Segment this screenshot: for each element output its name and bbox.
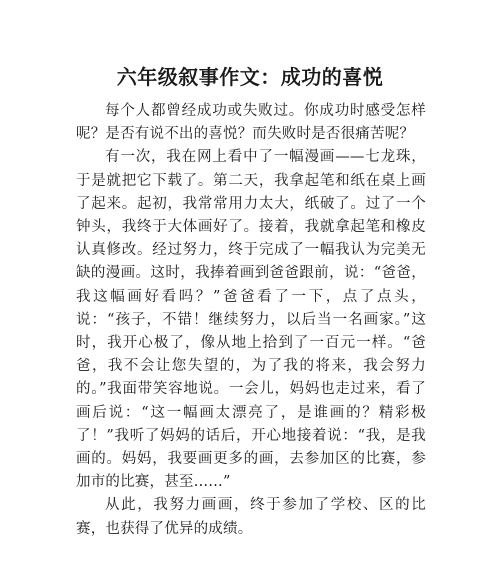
- essay-title: 六年级叙事作文：成功的喜悦: [116, 65, 384, 89]
- paragraph-story: 有一次，我在网上看中了一幅漫画——七龙珠，于是就把它下载了。第二天，我拿起笔和纸在桌上画了起来。起初，我常常用力太大，纸破了。过了一个钟头，我终于大体画好了。接着，我就拿起笔和橡皮认真修改。经过努力，终于完成了一幅我认为完美无缺的漫画。这时，我捧着画到爸爸跟前，说：“爸爸，我这幅画好看吗？”爸爸看了一下，点了点头，说：“孩子，不错！继续努力，以后当一名画家。”这时，我开心极了，像从地上拾到了一百元一样。“爸爸，我不会让您失望的，为了我的将来，我会努力的。”我面带笑容地说。一会儿，妈妈也走过来，看了画后说：“这一幅画太漂亮了，是谁画的？精彩极了！”我听了妈妈的话后，开心地接着说：“我，是我画的。妈妈，我要画更多的画，去参加区的比赛，参加市的比赛，甚至……”: [76, 149, 426, 491]
- paragraph-conclusion: 从此，我努力画画，终于参加了学校、区的比赛，也获得了优异的成绩。: [76, 497, 426, 537]
- paragraph-intro: 每个人都曾经成功或失败过。你成功时感受怎样呢？是否有说不出的喜悦？而失败时是否很痛苦呢？: [76, 103, 426, 143]
- essay-body: [76, 100, 426, 541]
